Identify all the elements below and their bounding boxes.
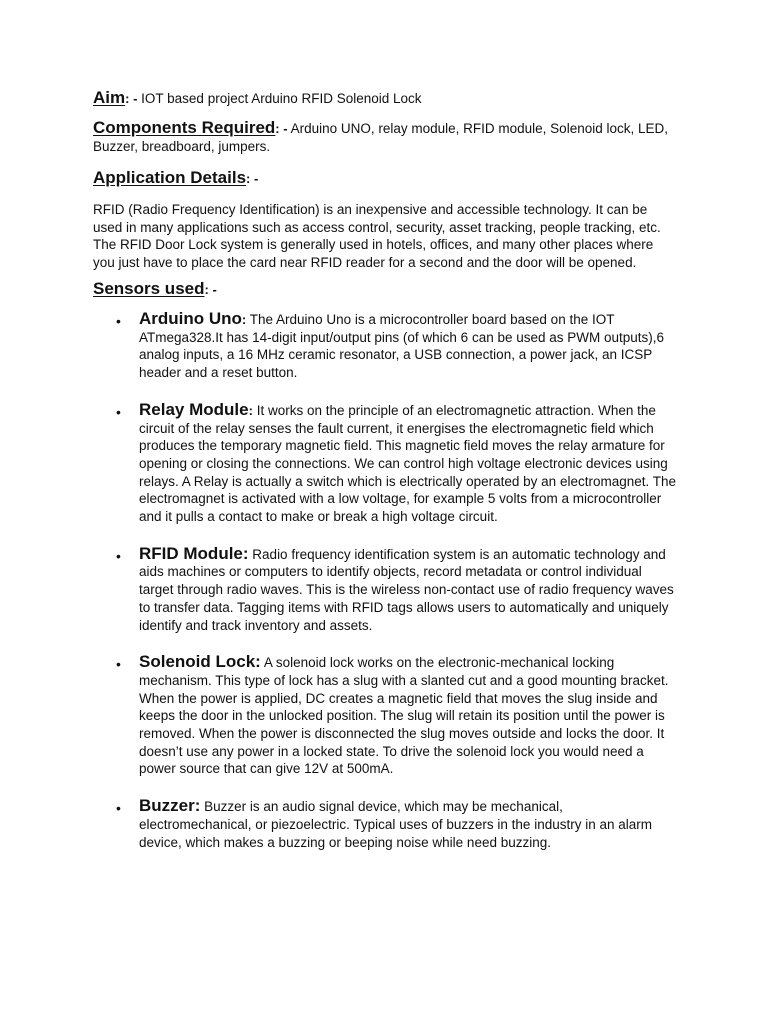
list-item	[116, 652, 678, 778]
sensors-heading-line	[93, 279, 678, 300]
application-heading: Application Details	[93, 168, 247, 187]
list-item	[116, 543, 678, 635]
components-line	[93, 119, 678, 156]
bullet-icon: •	[116, 547, 121, 564]
bullet-icon: •	[116, 313, 121, 329]
components-heading: Components Required	[93, 118, 276, 137]
item-text: It works on the principle of an electromagnetic attraction. When the circuit of the relay senses the fault current, it energises the electromagnetic field which produces the temporary magnetic field. This magnetic field moves the relay armature for opening or closing the connections. We can control high voltage electronic devices using relays. A Relay is actually a switch which is electrically operated by an electromagnet. The electromagnet is activated with a low voltage, for example 5 volts from a microcontroller and it pulls a contact to make or break a high voltage circuit.	[139, 402, 677, 525]
item-title-separator: :	[241, 312, 247, 327]
item-title: Solenoid Lock:	[139, 652, 261, 672]
sensors-heading: Sensors used	[93, 279, 205, 298]
document-page	[93, 86, 678, 870]
application-paragraph: RFID (Radio Frequency Identification) is an inexpensive and accessible technology. It can be used in many applications such as access control, security, asset tracking, people tracking, etc. The RFID Door Lock system is generally used in hotels, offices, and many other places where you just have to place the card near RFID reader for a second and the door will be opened.	[93, 202, 661, 270]
list-item	[116, 399, 678, 526]
item-title: RFID Module:	[139, 543, 249, 563]
aim-heading: Aim	[93, 88, 126, 107]
bullet-icon: •	[116, 800, 121, 817]
item-text: Radio frequency identification system is an automatic technology and aids machines or computers to identify objects, record metadata or control individual target through radio waves. This is the wireless non-contact use of radio frequency waves to transfer data. Tagging items with RFID tags allows users to automatically and uniquely identify and track inventory and assets.	[139, 546, 674, 633]
item-text: Buzzer is an audio signal device, which may be mechanical, electromechanical, or piezoelectric. Typical uses of buzzers in the industry in an alarm device, which makes a buzzing or beeping noise while need buzzing.	[139, 799, 652, 850]
sensors-list	[93, 310, 678, 851]
components-text: Arduino UNO, relay module, RFID module, Solenoid lock, LED, Buzzer, breadboard, jumpers.	[93, 121, 668, 154]
components-separator: : -	[275, 121, 288, 136]
bullet-icon: •	[116, 656, 121, 673]
list-item	[116, 309, 678, 382]
item-title-separator: :	[248, 402, 253, 418]
sensors-separator: : -	[204, 282, 217, 297]
aim-line	[93, 88, 678, 109]
aim-separator: : -	[125, 91, 138, 106]
item-title: Relay Module	[139, 399, 249, 419]
application-separator: : -	[246, 171, 259, 186]
bullet-icon: •	[116, 403, 121, 420]
item-title: Arduino Uno	[139, 309, 242, 328]
item-text: A solenoid lock works on the electronic-mechanical locking mechanism. This type of lock has a slug with a slanted cut and a good mounting bracket. When the power is applied, DC creates a magnetic field that moves the slug inside and keeps the door in the unlocked position. The slug will retain its position until the power is removed. When the power is disconnected the slug moves outside and locks the door. It doesn’t use any power in a locked state. To drive the solenoid lock you would need a power source that can give 12V at 500mA.	[139, 655, 669, 777]
application-heading-line	[93, 168, 678, 189]
item-text: The Arduino Uno is a microcontroller board based on the IOT ATmega328.It has 14-digit input/output pins (of which 6 can be used as PWM outputs),6 analog inputs, a 16 MHz ceramic resonator, a USB connection, a power jack, an ICSP header and a reset button.	[139, 312, 665, 381]
item-title: Buzzer:	[139, 796, 201, 816]
aim-text: IOT based project Arduino RFID Solenoid Lock	[137, 91, 422, 106]
list-item	[116, 796, 678, 851]
